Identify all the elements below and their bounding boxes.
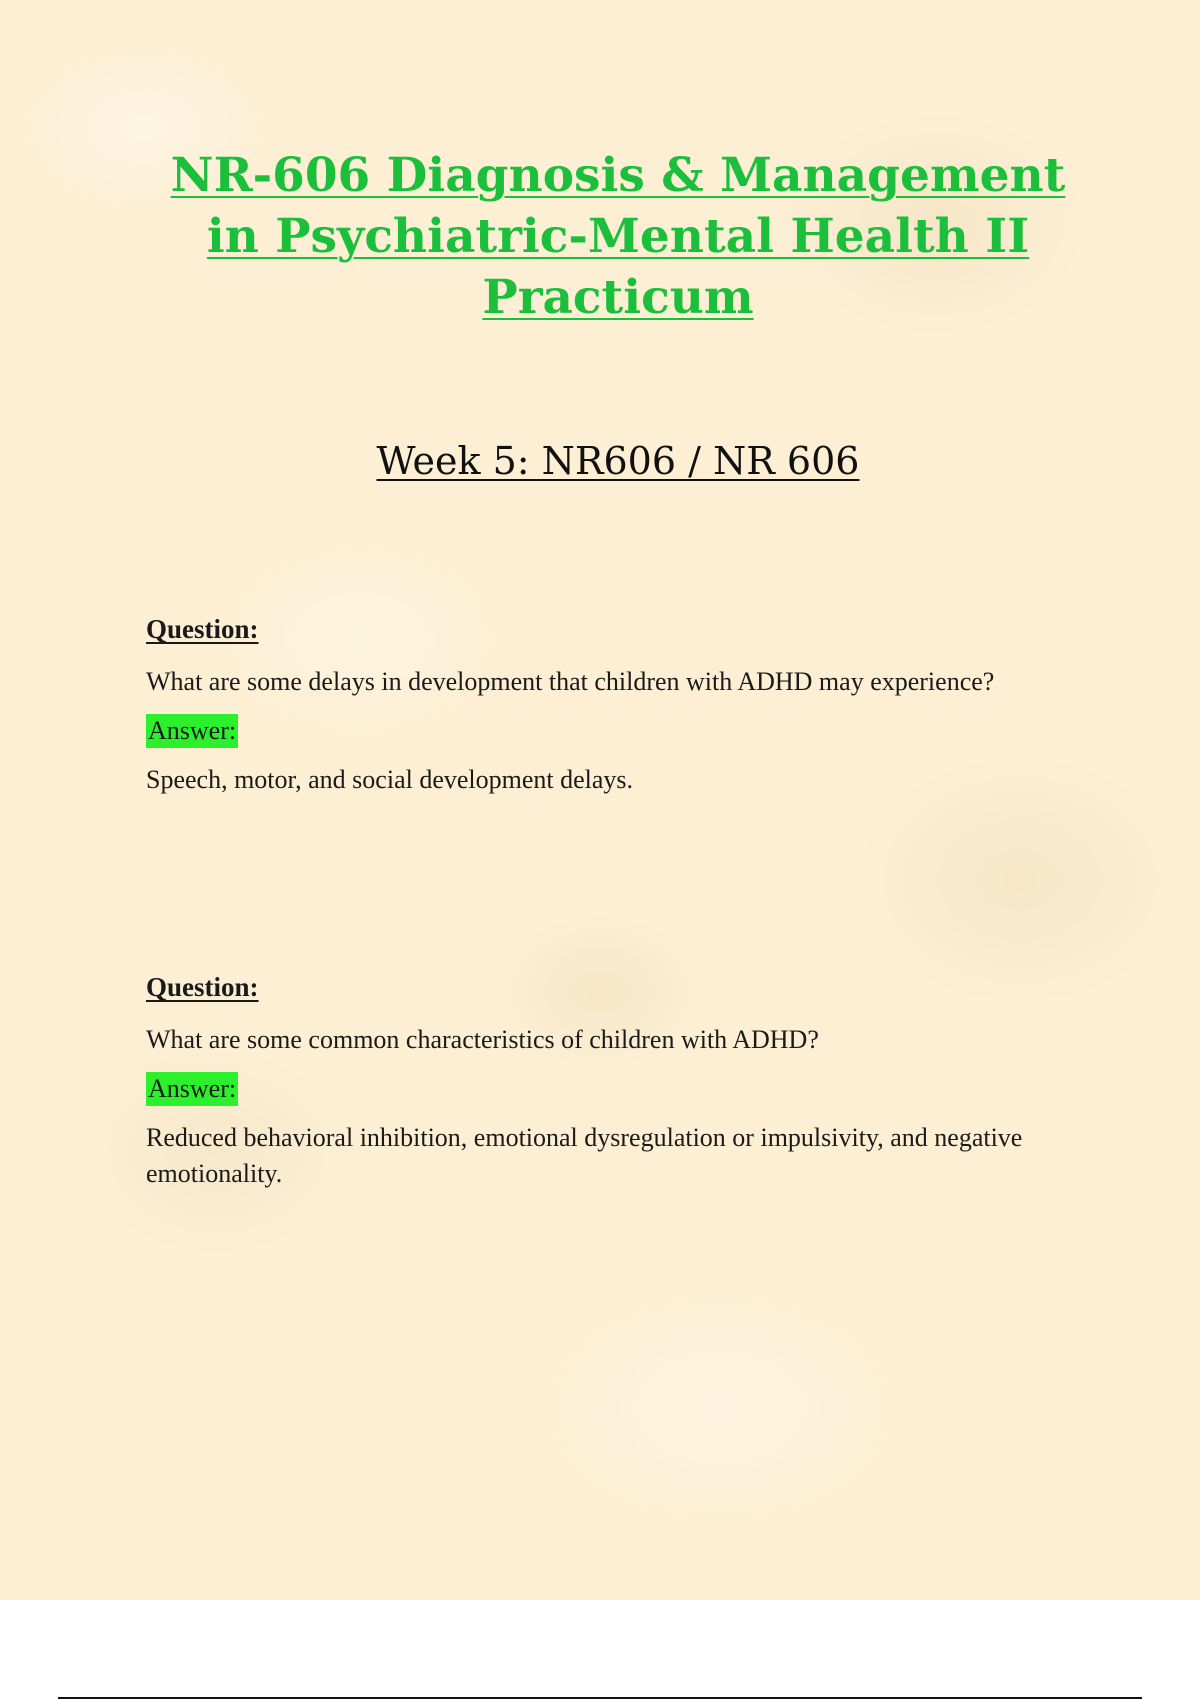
question-label: Question:: [146, 972, 259, 1002]
title-line-3: Practicum: [482, 270, 754, 325]
document-title: [130, 145, 1106, 328]
week-subtitle: [130, 437, 1106, 485]
title-line-1: NR-606 Diagnosis & Management: [170, 148, 1066, 203]
footer-divider: [58, 1697, 1142, 1699]
answer-text: Reduced behavioral inhibition, emotional dysregulation or impulsivity, and negative emotionality.: [146, 1123, 1023, 1188]
answer-label: Answer:: [146, 1072, 238, 1106]
qa-block-1: [146, 612, 1096, 798]
question-text: What are some delays in development that children with ADHD may experience?: [146, 667, 995, 696]
answer-text: Speech, motor, and social development delays.: [146, 765, 634, 794]
title-line-2: in Psychiatric-Mental Health II: [206, 209, 1030, 264]
answer-label: Answer:: [146, 714, 238, 748]
question-label: Question:: [146, 614, 259, 644]
answer-label-row: [146, 1072, 1096, 1106]
answer-label-row: [146, 714, 1096, 748]
qa-block-2: [146, 970, 1096, 1192]
question-text: What are some common characteristics of children with ADHD?: [146, 1025, 819, 1054]
week-subtitle-text: Week 5: NR606 / NR 606: [376, 439, 860, 483]
